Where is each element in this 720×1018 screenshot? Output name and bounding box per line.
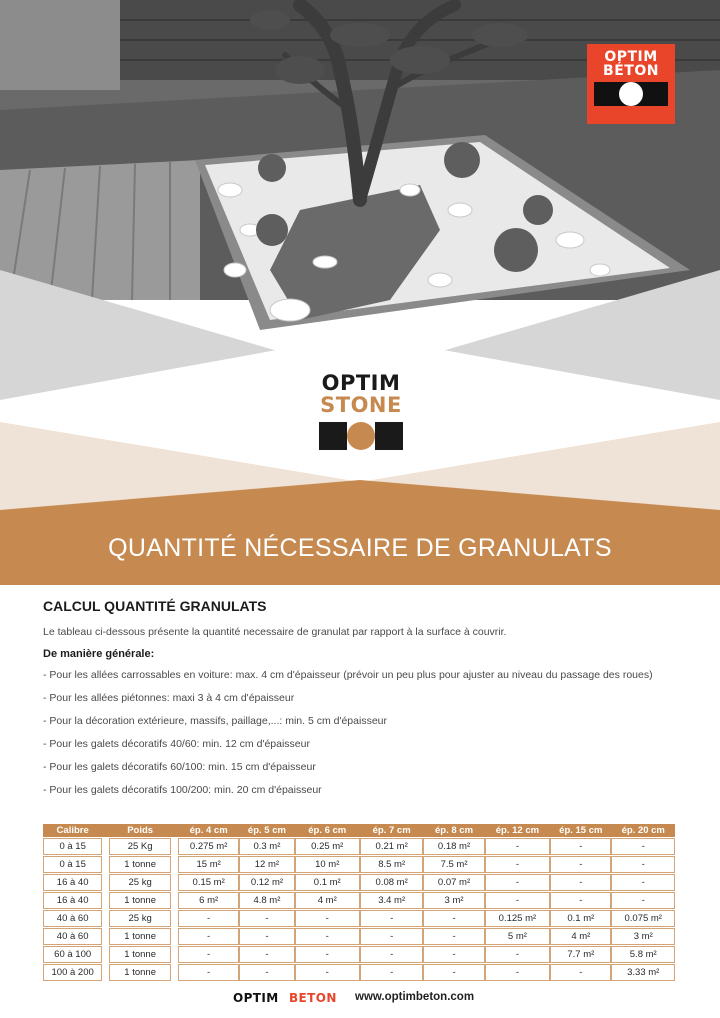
footer [0, 991, 720, 1007]
table-row [43, 874, 675, 891]
bullet-item: - Pour la décoration extérieure, massifs, paillage,...: min. 5 cm d'épaisseur [43, 715, 387, 727]
table-cell: 60 à 100 [43, 946, 102, 963]
bullet-item: - Pour les galets décoratifs 100/200: min. 20 cm d'épaisseur [43, 784, 322, 796]
table-cell: - [485, 946, 550, 963]
table-cell: - [485, 874, 550, 891]
table-cell: 16 à 40 [43, 892, 102, 909]
footer-brand-beton: BETON [289, 991, 337, 1005]
table-cell: 25 kg [109, 874, 170, 891]
table-cell: 40 à 60 [43, 910, 102, 927]
table-cell: 1 tonne [109, 892, 170, 909]
table-cell: 0.21 m² [360, 838, 423, 855]
cell-gap [171, 856, 178, 873]
cell-gap [102, 964, 109, 981]
quantity-table [43, 823, 675, 982]
table-row [43, 964, 675, 981]
table-cell: 100 à 200 [43, 964, 102, 981]
table-cell: 1 tonne [109, 856, 170, 873]
table-row [43, 928, 675, 945]
table-cell: - [485, 964, 550, 981]
table-cell: 1 tonne [109, 946, 170, 963]
logo-word-optim: OPTIM [604, 49, 658, 65]
table-cell: - [485, 838, 550, 855]
table-cell: - [360, 946, 423, 963]
table-cell: - [360, 910, 423, 927]
col-header: ép. 7 cm [360, 824, 423, 837]
table-row [43, 856, 675, 873]
table-cell: 40 à 60 [43, 928, 102, 945]
table-cell: - [295, 910, 360, 927]
table-cell: - [423, 946, 484, 963]
table-cell: 0.18 m² [423, 838, 484, 855]
cell-gap [171, 874, 178, 891]
cell-gap [171, 928, 178, 945]
table-cell: - [178, 964, 239, 981]
bullet-item: - Pour les galets décoratifs 60/100: min. 15 cm d'épaisseur [43, 761, 316, 773]
bullet-item: - Pour les galets décoratifs 40/60: min. 12 cm d'épaisseur [43, 738, 310, 750]
table-cell: 0.3 m² [239, 838, 294, 855]
table-cell: 0.15 m² [178, 874, 239, 891]
cell-gap [102, 928, 109, 945]
logo-word-stone: STONE [320, 393, 402, 417]
col-header: Calibre [43, 824, 102, 837]
page-title: QUANTITÉ NÉCESSAIRE DE GRANULATS [108, 534, 612, 562]
table-cell: 0.12 m² [239, 874, 294, 891]
cell-gap [102, 910, 109, 927]
table-cell: 0.1 m² [550, 910, 611, 927]
table-cell: 0.075 m² [611, 910, 675, 927]
table-cell: 0.275 m² [178, 838, 239, 855]
cell-gap [102, 892, 109, 909]
table-cell: 4 m² [550, 928, 611, 945]
table-cell: 16 à 40 [43, 874, 102, 891]
bullet-item: - Pour les allées piétonnes: maxi 3 à 4 cm d'épaisseur [43, 692, 295, 704]
table-cell: 3.33 m² [611, 964, 675, 981]
col-header: ép. 15 cm [550, 824, 611, 837]
cell-gap [171, 910, 178, 927]
table-cell: 4 m² [295, 892, 360, 909]
table-row [43, 946, 675, 963]
cell-gap [102, 856, 109, 873]
intro-text: Le tableau ci-dessous présente la quantité necessaire de granulat par rapport à la surface à couvrir. [43, 626, 507, 638]
table-cell: - [295, 964, 360, 981]
col-header: ép. 20 cm [611, 824, 675, 837]
bullet-item: - Pour les allées carrossables en voiture: max. 4 cm d'épaisseur (prévoir un peu plus pour ajuster au niveau du passage des roues) [43, 669, 653, 681]
table-cell: - [295, 928, 360, 945]
table-cell: - [239, 928, 294, 945]
col-header: Poids [109, 824, 170, 837]
table-cell: - [239, 964, 294, 981]
table-cell: 12 m² [239, 856, 294, 873]
table-cell: 7.7 m² [550, 946, 611, 963]
table-cell: - [611, 856, 675, 873]
table-cell: - [485, 892, 550, 909]
table-cell: 3.4 m² [360, 892, 423, 909]
col-header: ép. 4 cm [178, 824, 239, 837]
table-row [43, 838, 675, 855]
table-cell: 3 m² [611, 928, 675, 945]
cell-gap [171, 838, 178, 855]
table-cell: 1 tonne [109, 964, 170, 981]
table-cell: - [360, 928, 423, 945]
cell-gap [102, 874, 109, 891]
table-cell: - [485, 856, 550, 873]
table-cell: - [550, 964, 611, 981]
section-heading: CALCUL QUANTITÉ GRANULATS [43, 598, 267, 614]
table-cell: 4.8 m² [239, 892, 294, 909]
table-cell: - [178, 946, 239, 963]
table-cell: - [360, 964, 423, 981]
table-row [43, 910, 675, 927]
table-cell: - [295, 946, 360, 963]
cell-gap [171, 892, 178, 909]
logo-word-optim: OPTIM [321, 371, 401, 395]
table-cell: 0 à 15 [43, 838, 102, 855]
table-cell: - [239, 946, 294, 963]
table-cell: 0.1 m² [295, 874, 360, 891]
table-cell: - [423, 928, 484, 945]
table-cell: 0 à 15 [43, 856, 102, 873]
table-cell: - [550, 892, 611, 909]
table-cell: - [550, 874, 611, 891]
table-cell: 0.07 m² [423, 874, 484, 891]
optim-stone-logo [316, 372, 406, 454]
table-header-row [43, 824, 675, 837]
table-cell: - [423, 964, 484, 981]
cell-gap [102, 946, 109, 963]
table-cell: - [611, 874, 675, 891]
table-cell: - [550, 856, 611, 873]
table-cell: - [423, 910, 484, 927]
table-cell: - [611, 892, 675, 909]
col-header: ép. 6 cm [295, 824, 360, 837]
content-section [43, 598, 683, 807]
table-cell: 25 kg [109, 910, 170, 927]
optim-beton-logo [587, 44, 675, 124]
table-cell: 3 m² [423, 892, 484, 909]
col-header: ép. 8 cm [423, 824, 484, 837]
table-cell: 5.8 m² [611, 946, 675, 963]
table-cell: 15 m² [178, 856, 239, 873]
table-cell: 5 m² [485, 928, 550, 945]
table-cell: - [550, 838, 611, 855]
table-cell: - [239, 910, 294, 927]
cell-gap [171, 964, 178, 981]
table-cell: 10 m² [295, 856, 360, 873]
table-cell: 8.5 m² [360, 856, 423, 873]
table-cell: 0.125 m² [485, 910, 550, 927]
table-cell: 1 tonne [109, 928, 170, 945]
col-header: ép. 5 cm [239, 824, 294, 837]
table-cell: 7.5 m² [423, 856, 484, 873]
table-cell: 0.08 m² [360, 874, 423, 891]
table-cell: 25 Kg [109, 838, 170, 855]
footer-website-link[interactable]: www.optimbeton.com [355, 991, 475, 1003]
footer-brand-optim: OPTIM [233, 991, 279, 1005]
table-cell: 6 m² [178, 892, 239, 909]
table-cell: 0.25 m² [295, 838, 360, 855]
logo-blocks-icon [594, 82, 668, 106]
logo-word-beton: BÉTON [603, 63, 659, 79]
table-cell: - [178, 928, 239, 945]
subheading: De manière générale: [43, 648, 155, 660]
logo-blocks-icon [316, 422, 406, 450]
table-row [43, 892, 675, 909]
cell-gap [102, 838, 109, 855]
table-cell: - [178, 910, 239, 927]
cell-gap [171, 946, 178, 963]
col-header: ép. 12 cm [485, 824, 550, 837]
table-cell: - [611, 838, 675, 855]
